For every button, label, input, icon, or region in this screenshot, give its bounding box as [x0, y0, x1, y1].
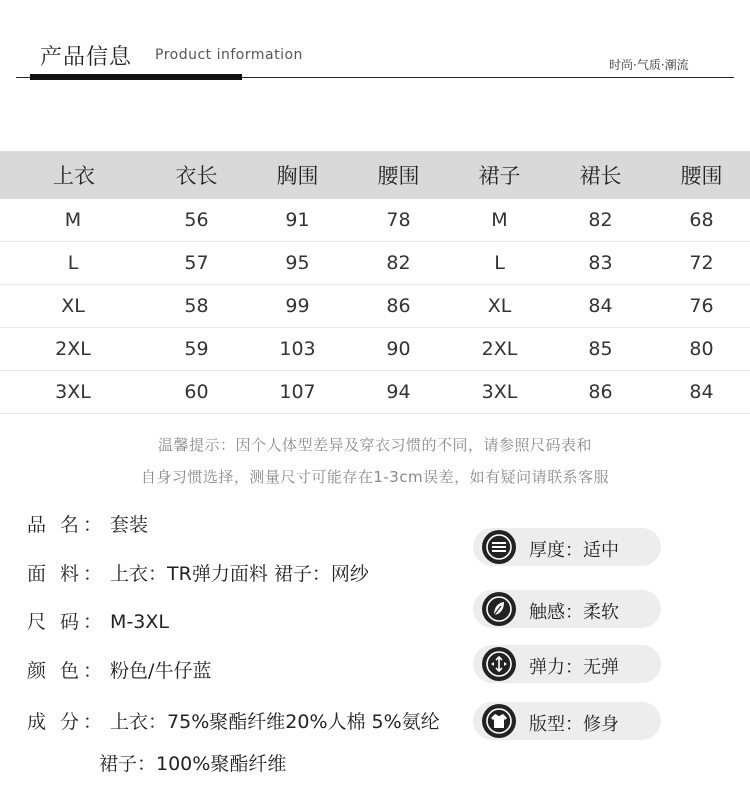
- table-row: [0, 371, 750, 414]
- column-header: 腰围: [377, 164, 420, 188]
- table-cell: 58: [184, 295, 209, 317]
- table-cell: 83: [588, 252, 613, 274]
- table-cell: 86: [588, 381, 613, 403]
- table-cell: L: [494, 252, 505, 274]
- table-cell: 84: [689, 381, 714, 403]
- size-tip-line2: 自身习惯选择，测量尺寸可能存在1-3cm误差，如有疑问请联系客服: [140, 468, 610, 486]
- table-row: [0, 285, 750, 328]
- table-cell: 68: [689, 209, 714, 231]
- tagline: 时尚·气质·潮流: [609, 58, 689, 72]
- size-range-label: 尺 码：: [27, 611, 107, 633]
- section-title: 产品信息: [40, 45, 133, 70]
- feature-label: 触感：柔软: [529, 602, 619, 623]
- table-cell: 103: [279, 338, 316, 360]
- table-cell: 2XL: [55, 338, 91, 360]
- color-row: [27, 656, 211, 683]
- fabric-label: 面 料：: [27, 563, 107, 585]
- table-cell: 86: [386, 295, 411, 317]
- product-name-row: [27, 510, 148, 537]
- feature-label: 厚度：适中: [529, 540, 619, 561]
- feature-elasticity: [473, 645, 661, 683]
- column-header: 腰围: [680, 164, 723, 188]
- size-range-row: [27, 607, 169, 634]
- color-label: 颜 色：: [27, 660, 107, 682]
- table-cell: 76: [689, 295, 714, 317]
- size-table: [0, 151, 750, 414]
- table-cell: 84: [588, 295, 613, 317]
- table-cell: 94: [386, 381, 411, 403]
- product-name-label: 品 名：: [27, 514, 107, 536]
- table-cell: 90: [386, 338, 411, 360]
- table-cell: 72: [689, 252, 714, 274]
- feature-thickness: [473, 528, 661, 566]
- composition-skirt-row: [99, 749, 286, 776]
- table-cell: 85: [588, 338, 613, 360]
- table-cell: 82: [386, 252, 411, 274]
- header-accent-bar: [30, 74, 242, 80]
- table-cell: 95: [285, 252, 310, 274]
- composition-label: 成 分：: [27, 711, 107, 733]
- table-cell: 80: [689, 338, 714, 360]
- column-header: 上衣: [53, 164, 95, 188]
- table-cell: 56: [184, 209, 209, 231]
- table-cell: 57: [184, 252, 209, 274]
- size-tip-line1: 温馨提示：因个人体型差异及穿衣习惯的不同，请参照尺码表和: [157, 436, 592, 454]
- table-cell: M: [491, 209, 508, 231]
- color-value: 粉色/牛仔蓝: [110, 660, 212, 682]
- table-cell: 2XL: [481, 338, 518, 360]
- table-cell: L: [67, 252, 79, 274]
- size-range-value: M-3XL: [110, 611, 169, 633]
- table-cell: XL: [487, 295, 512, 317]
- feature-fit: [473, 702, 661, 740]
- table-cell: 107: [279, 381, 316, 403]
- feature-label: 弹力：无弹: [529, 657, 619, 678]
- table-header: [0, 151, 750, 199]
- table-cell: 3XL: [481, 381, 518, 403]
- composition-top-value: 上衣：75%聚酯纤维20%人棉 5%氨纶: [110, 711, 440, 733]
- table-cell: 99: [285, 295, 310, 317]
- table-cell: 3XL: [55, 381, 91, 403]
- column-header: 胸围: [276, 164, 319, 188]
- composition-row: [27, 707, 440, 734]
- feature-touch: [473, 590, 661, 628]
- fit-icon: [482, 704, 516, 738]
- fabric-value: 上衣：TR弹力面料 裙子：网纱: [110, 563, 369, 585]
- thickness-icon: [482, 530, 516, 564]
- column-header: 裙长: [579, 164, 622, 188]
- table-cell: 78: [386, 209, 411, 231]
- table-cell: 59: [184, 338, 209, 360]
- section-subtitle: Product information: [155, 47, 303, 63]
- composition-skirt-value: 裙子：100%聚酯纤维: [99, 753, 287, 775]
- table-row: [0, 242, 750, 285]
- feature-label: 版型：修身: [529, 714, 619, 735]
- touch-icon: [482, 592, 516, 626]
- table-row: [0, 199, 750, 242]
- column-header: 衣长: [175, 164, 218, 188]
- elasticity-icon: [482, 647, 516, 681]
- table-cell: 60: [184, 381, 209, 403]
- column-header: 裙子: [478, 164, 521, 188]
- table-row: [0, 328, 750, 371]
- fabric-row: [27, 559, 369, 586]
- table-cell: 91: [285, 209, 310, 231]
- table-cell: 82: [588, 209, 613, 231]
- table-cell: XL: [61, 295, 85, 317]
- table-cell: M: [64, 209, 82, 231]
- product-name-value: 套装: [110, 514, 149, 536]
